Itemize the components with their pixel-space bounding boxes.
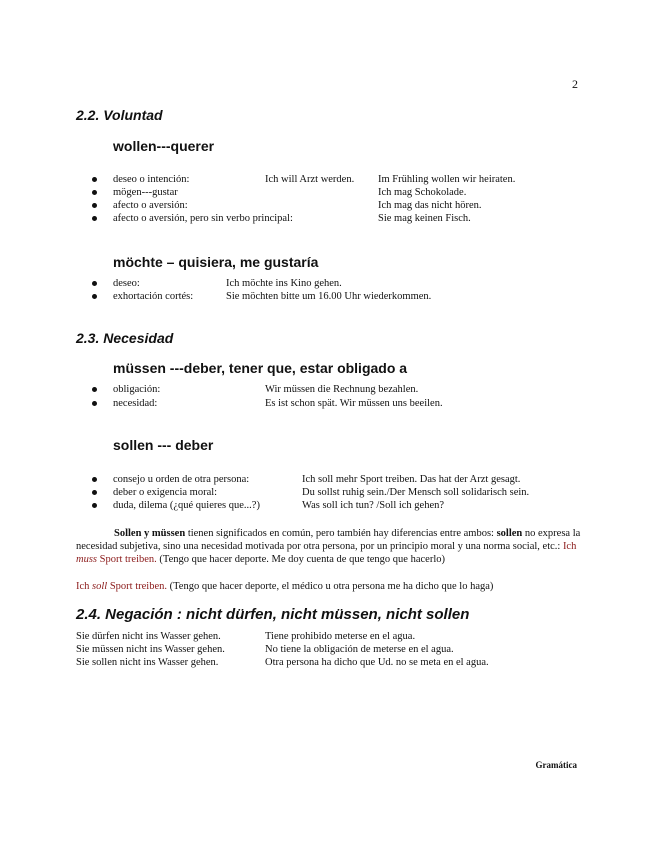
bullet-icon xyxy=(92,387,97,392)
footer-label: Gramática xyxy=(535,760,577,770)
example-text: Sie müssen nicht ins Wasser gehen. xyxy=(76,644,225,655)
list-item: deber o exigencia moral: xyxy=(113,486,217,499)
section-heading-voluntad: 2.2. Voluntad xyxy=(76,107,163,123)
bullet-icon xyxy=(92,503,97,508)
subheading-sollen: sollen --- deber xyxy=(113,437,214,453)
example-text: Ich mag das nicht hören. xyxy=(378,200,482,211)
list-item: mögen---gustar xyxy=(113,186,178,199)
example-text: Sie mag keinen Fisch. xyxy=(378,213,471,224)
example-text: Wir müssen die Rechnung bezahlen. xyxy=(265,384,419,395)
list-item: necesidad: xyxy=(113,397,157,410)
example-text: Ich mag Schokolade. xyxy=(378,187,467,198)
example-text: Sie dürfen nicht ins Wasser gehen. xyxy=(76,631,221,642)
bullet-icon xyxy=(92,294,97,299)
list-item: consejo u orden de otra persona: xyxy=(113,473,249,486)
example-text: Ich möchte ins Kino gehen. xyxy=(226,278,342,289)
list-item: obligación: xyxy=(113,383,160,396)
example-sentence: Ich soll Sport treiben. (Tengo que hacer deporte, el médico u otra persona me ha dicho que lo haga) xyxy=(76,581,494,592)
translation-text: Otra persona ha dicho que Ud. no se meta en el agua. xyxy=(265,657,489,668)
explanation-paragraph: Sollen y müssen tienen significados en común, pero también hay diferencias entre ambos: sollen no expresa la necesidad subjetiva, sino una necesidad motivada por otra persona, por un principio moral y una norma social, etc.: Ich muss Sport treiben. (Tengo que hacer deporte. Me doy cuenta de que tengo que hacerlo) xyxy=(76,528,581,565)
translation-text: No tiene la obligación de meterse en el agua. xyxy=(265,644,454,655)
bullet-icon xyxy=(92,490,97,495)
section-heading-negacion: 2.4. Negación : nicht dürfen, nicht müssen, nicht sollen xyxy=(76,606,470,623)
subheading-wollen: wollen---querer xyxy=(113,138,215,154)
example-text: Du sollst ruhig sein./Der Mensch soll solidarisch sein. xyxy=(302,487,530,498)
bullet-icon xyxy=(92,281,97,286)
bullet-icon xyxy=(92,190,97,195)
bullet-icon xyxy=(92,177,97,182)
bullet-icon xyxy=(92,401,97,406)
example-text: Im Frühling wollen wir heiraten. xyxy=(378,174,516,185)
example-text: Sie sollen nicht ins Wasser gehen. xyxy=(76,657,219,668)
bullet-icon xyxy=(92,216,97,221)
list-item: deseo: xyxy=(113,277,140,290)
subheading-mochte: möchte – quisiera, me gustaría xyxy=(113,254,319,270)
example-text: Ich will Arzt werden. xyxy=(265,174,355,185)
list-item: afecto o aversión: xyxy=(113,199,188,212)
list-item: exhortación cortés: xyxy=(113,290,193,303)
bullet-icon xyxy=(92,203,97,208)
list-item: duda, dilema (¿qué quieres que...?) xyxy=(113,499,260,512)
section-heading-necesidad: 2.3. Necesidad xyxy=(76,330,174,346)
bullet-icon xyxy=(92,477,97,482)
example-text: Ich soll mehr Sport treiben. Das hat der Arzt gesagt. xyxy=(302,474,521,485)
example-text: Sie möchten bitte um 16.00 Uhr wiederkommen. xyxy=(226,291,432,302)
subheading-mussen: müssen ---deber, tener que, estar obligado a xyxy=(113,360,408,376)
example-text: Es ist schon spät. Wir müssen uns beeilen. xyxy=(265,398,443,409)
example-text: Was soll ich tun? /Soll ich gehen? xyxy=(302,500,445,511)
list-item: deseo o intención: xyxy=(113,173,189,186)
translation-text: Tiene prohibido meterse en el agua. xyxy=(265,631,416,642)
page-number: 2 xyxy=(572,77,578,91)
list-item: afecto o aversión, pero sin verbo principal: xyxy=(113,212,293,225)
